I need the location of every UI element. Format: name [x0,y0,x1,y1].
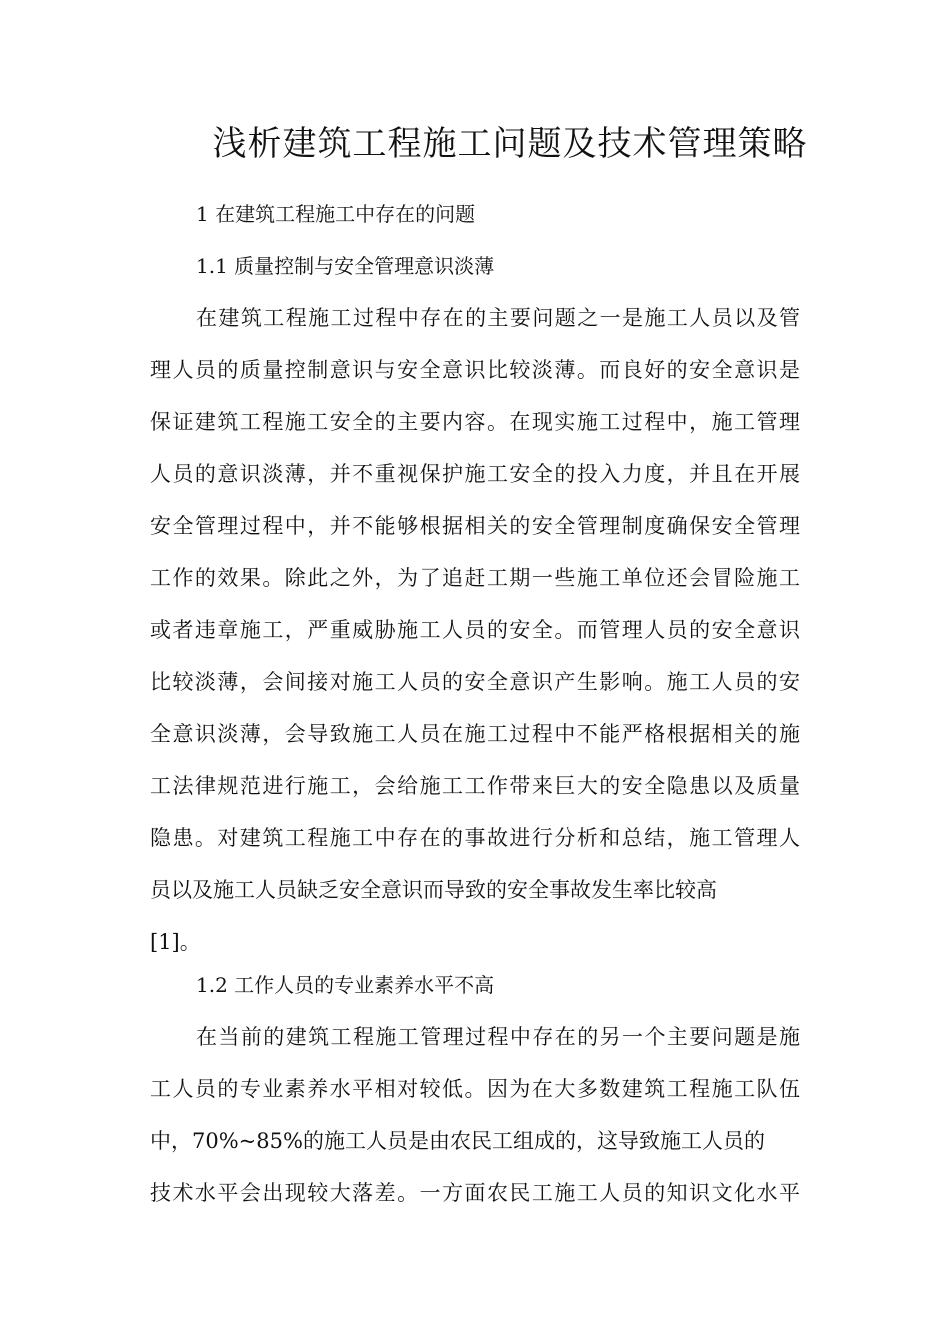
paragraph-line: 隐患。对建筑工程施工中存在的事故进行分析和总结，施工管理人 [150,826,800,850]
paragraph-line: 在当前的建筑工程施工管理过程中存在的另一个主要问题是施 [196,1025,800,1049]
paragraph-line: 员以及施工人员缺乏安全意识而导致的安全事故发生率比较高 [150,878,717,902]
paragraph-line: 全意识淡薄，会导致施工人员在施工过程中不能严格根据相关的施 [150,722,800,746]
paragraph-line: 工人员的专业素养水平相对较低。因为在大多数建筑工程施工队伍 [150,1077,800,1101]
section-1-2-heading: 1.2 工作人员的专业素养水平不高 [196,973,495,997]
section-1-1-paragraph [150,292,800,968]
citation-line: [1]。 [150,930,201,954]
paragraph-line: 比较淡薄，会间接对施工人员的安全意识产生影响。施工人员的安 [150,670,800,694]
section-1-heading: 1 在建筑工程施工中存在的问题 [196,202,476,226]
paragraph-line: 或者违章施工，严重威胁施工人员的安全。而管理人员的安全意识 [150,618,800,642]
section-1-1-heading: 1.1 质量控制与安全管理意识淡薄 [196,254,495,278]
section-1-2-paragraph [150,1011,800,1219]
paragraph-line: 理人员的质量控制意识与安全意识比较淡薄。而良好的安全意识是 [150,358,800,382]
document-title: 浅析建筑工程施工问题及技术管理策略 [212,124,808,164]
paragraph-line: 人员的意识淡薄，并不重视保护施工安全的投入力度，并且在开展 [150,462,800,486]
paragraph-line: 在建筑工程施工过程中存在的主要问题之一是施工人员以及管 [196,306,800,330]
paragraph-line: 工法律规范进行施工，会给施工工作带来巨大的安全隐患以及质量 [150,774,800,798]
paragraph-line: 技术水平会出现较大落差。一方面农民工施工人员的知识文化水平 [150,1181,800,1205]
paragraph-line: 工作的效果。除此之外，为了追赶工期一些施工单位还会冒险施工 [150,566,800,590]
paragraph-line: 中，70%~85%的施工人员是由农民工组成的，这导致施工人员的 [150,1129,765,1153]
paragraph-line: 保证建筑工程施工安全的主要内容。在现实施工过程中，施工管理 [150,410,800,434]
paragraph-line: 安全管理过程中，并不能够根据相关的安全管理制度确保安全管理 [150,514,800,538]
